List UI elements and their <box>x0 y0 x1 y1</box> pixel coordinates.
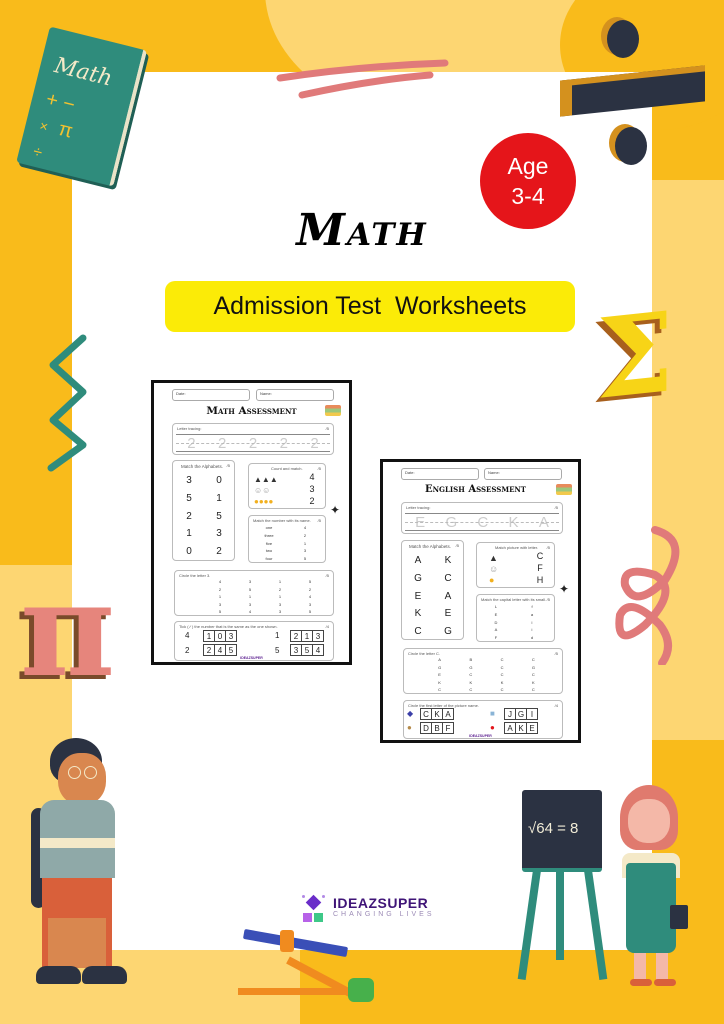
page-title: Math <box>296 205 428 256</box>
worksheet-footer: IDEAZSUPER <box>240 656 263 660</box>
circle-number-section: Circle the letter 3. /5 4 3 1 5 2 5 2 2 1 1 1 4 3 3 3 3 5 4 3 5 <box>174 570 334 616</box>
circle-letter-section: Circle the letter C. /5 A B C C G G C G E C C C K K K K C C C C <box>403 648 563 694</box>
jug-icon: ■ <box>490 709 495 718</box>
match-alphabets-section: Match the Alphabets. /5 A G E K C K C A E G <box>401 540 464 640</box>
dog-icon: ● <box>407 723 412 732</box>
zigzag-decoration <box>45 330 100 475</box>
logo-diamond-icon <box>306 895 322 911</box>
name-field: Name: <box>256 389 334 401</box>
logo-square-green-icon <box>314 913 323 922</box>
math-worksheet-preview <box>151 380 352 665</box>
pi-symbol-icon: π <box>20 553 116 706</box>
name-field: Name: <box>484 468 562 480</box>
apple-icon: ● <box>490 723 495 732</box>
books-icon <box>556 484 572 495</box>
first-letter-section: Circle the first letter of the picture name. /4 ◆ C K A ● D B F ■ J G I ● A K E <box>403 700 563 739</box>
worksheet-title: Math Assessment <box>206 405 297 417</box>
chalkboard-text: √64 = 8 <box>528 820 579 837</box>
sigma-symbol-icon: Σ <box>596 286 674 425</box>
brand-tagline: CHANGING LIVES <box>333 911 435 918</box>
tick-number-section: Tick (✓) the number that is the same as the one shown. /4 4 1 0 3 2 2 4 5 1 2 1 3 5 3 5 4 <box>174 621 334 661</box>
letter-tracing-section: Letter tracing: /5 2 2 2 2 2 <box>172 423 334 455</box>
match-pictures: ▲ ☺ ● <box>489 553 499 585</box>
count-and-match-section: Count and match. /5 ▲▲▲ ☺☺ ●●●● 4 3 2 <box>248 463 326 509</box>
logo-square-purple-icon <box>303 913 312 922</box>
date-field: Date: <box>172 389 250 401</box>
books-icon <box>325 405 341 416</box>
divide-symbol-icon <box>555 15 715 175</box>
girl-character-illustration <box>612 785 692 990</box>
book-symbols: + − × π ÷ <box>31 88 78 163</box>
english-worksheet-preview <box>380 459 581 743</box>
sparkle-icon: ✦ <box>330 503 341 517</box>
pink-strokes-decoration <box>270 58 460 108</box>
worksheet-footer: IDEAZSUPER <box>469 734 492 738</box>
kite-icon: ◆ <box>407 709 414 718</box>
match-picture-section: Match picture with letter. /5 ▲ ☺ ● C F H <box>476 542 555 588</box>
pencil-compass-illustration <box>238 928 413 1008</box>
sparkle-icon: ✦ <box>559 582 570 596</box>
brand-logo <box>300 893 450 925</box>
count-pictures: ▲▲▲ ☺☺ ●●●● <box>254 475 278 506</box>
match-capital-small-section: Match the capital letter with its small. /5 L E D A F f a l i d <box>476 594 555 642</box>
match-alphabets-section: Match the Alphabets. /5 3 5 2 1 0 0 1 5 3 2 <box>172 460 235 561</box>
date-field: Date: <box>401 468 479 480</box>
match-number-names-section: Match the number with its name. /5 one three five two four 4 2 1 3 5 <box>248 515 326 563</box>
age-badge-line2: 3-4 <box>511 183 545 209</box>
age-badge-line1: Age <box>507 153 549 179</box>
spiral-decoration <box>600 525 695 665</box>
letter-tracing-section: Letter tracing: /5 E G C K A <box>401 502 563 534</box>
book-label: Math <box>51 53 115 92</box>
boy-character-illustration <box>28 738 133 1003</box>
brand-name: IDEAZSUPER <box>333 895 429 911</box>
worksheet-title: English Assessment <box>424 484 527 495</box>
subtitle-banner: Admission Test Worksheets <box>165 281 575 332</box>
chalkboard-easel-illustration <box>516 790 606 980</box>
